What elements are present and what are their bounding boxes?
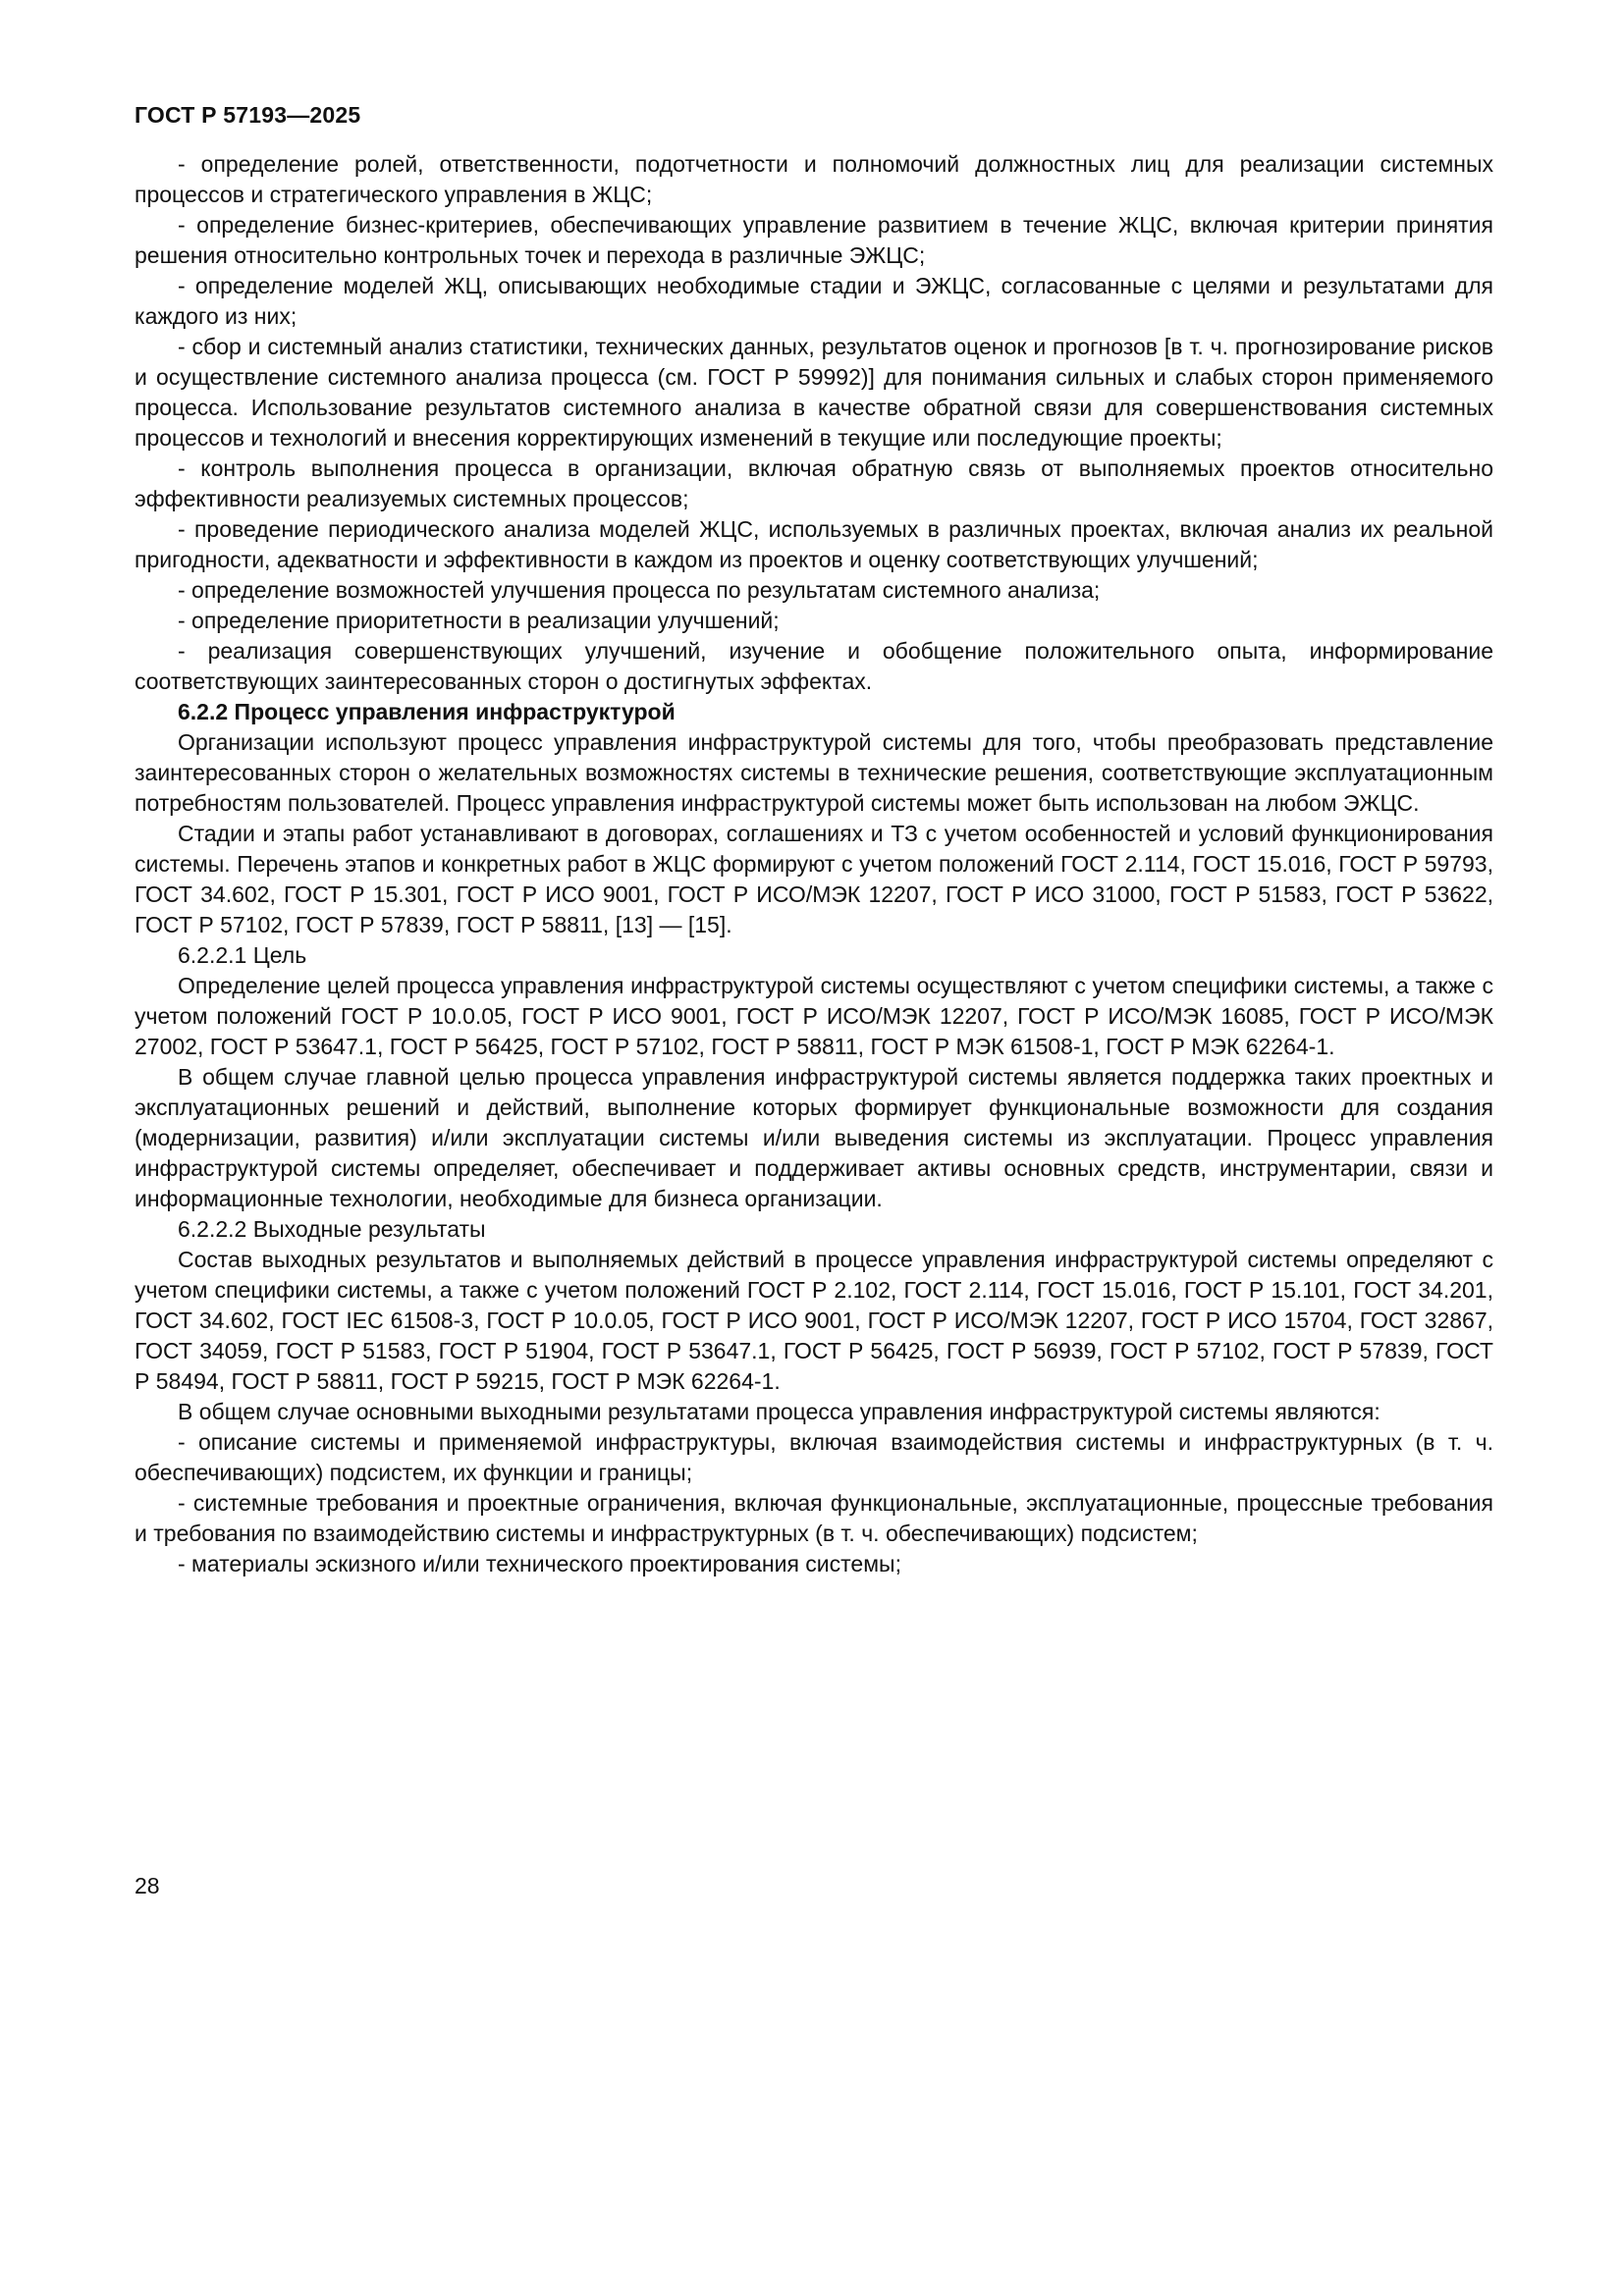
paragraph: - реализация совершенствующих улучшений, изучение и обобщение положительного опыта, информирование соответствующих заинтересованных сторон о достигнутых эффектах.: [135, 638, 1493, 694]
paragraph: В общем случае основными выходными результатами процесса управления инфраструктурой системы являются:: [178, 1399, 1380, 1424]
paragraph: В общем случае главной целью процесса управления инфраструктурой системы является поддержка таких проектных и эксплуатационных решений и действий, выполнение которых формирует функциональные возможности для создания (модернизации, развития) и/или эксплуатации системы и/или выведения системы из эксплуатации. Процесс управления инфраструктурой системы определяет, обеспечивает и поддерживает активы основных средств, инструментарии, связи и информационные технологии, необходимые для бизнеса организации.: [135, 1064, 1493, 1211]
paragraph: Состав выходных результатов и выполняемых действий в процессе управления инфраструктурой системы определяют с учетом специфики системы, а также с учетом положений ГОСТ Р 2.102, ГОСТ 2.114, ГОСТ 15.016, ГОСТ Р 15.101, ГОСТ 34.201, ГОСТ 34.602, ГОСТ IEC 61508-3, ГОСТ Р 10.0.05, ГОСТ Р ИСО 9001, ГОСТ Р ИСО/МЭК 12207, ГОСТ Р ИСО 15704, ГОСТ 32867, ГОСТ 34059, ГОСТ Р 51583, ГОСТ Р 51904, ГОСТ Р 53647.1, ГОСТ Р 56425, ГОСТ Р 56939, ГОСТ Р 57102, ГОСТ Р 57839, ГОСТ Р 58494, ГОСТ Р 58811, ГОСТ Р 59215, ГОСТ Р МЭК 62264-1.: [135, 1247, 1493, 1394]
document-number-header: ГОСТ Р 57193—2025: [135, 102, 361, 128]
paragraph: Стадии и этапы работ устанавливают в договорах, соглашениях и ТЗ с учетом особенностей и условий функционирования системы. Перечень этапов и конкретных работ в ЖЦС формируют с учетом положений ГОСТ 2.114, ГОСТ 15.016, ГОСТ Р 59793, ГОСТ 34.602, ГОСТ Р 15.301, ГОСТ Р ИСО 9001, ГОСТ Р ИСО/МЭК 12207, ГОСТ Р ИСО 31000, ГОСТ Р 51583, ГОСТ Р 53622, ГОСТ Р 57102, ГОСТ Р 57839, ГОСТ Р 58811, [13] — [15].: [135, 821, 1493, 937]
paragraph: - сбор и системный анализ статистики, технических данных, результатов оценок и прогнозов [в т. ч. прогнозирование рисков и осуществление системного анализа процесса (см. ГОСТ Р 59992)] для понимания сильных и слабых сторон применяемого процесса. Использование результатов системного анализа в качестве обратной связи для совершенствования системных процессов и технологий и внесения корректирующих изменений в текущие или последующие проекты;: [135, 334, 1493, 451]
section-heading: 6.2.2 Процесс управления инфраструктурой: [178, 699, 676, 724]
paragraph: - определение приоритетности в реализации улучшений;: [178, 608, 780, 633]
page-number: 28: [135, 1873, 160, 1898]
page-content: [135, 102, 1493, 1579]
subsection-heading: 6.2.2.2 Выходные результаты: [178, 1216, 486, 1242]
paragraph: - описание системы и применяемой инфраструктуры, включая взаимодействия системы и инфраструктурных (в т. ч. обеспечивающих) подсистем, их функции и границы;: [135, 1429, 1493, 1485]
paragraph: - материалы эскизного и/или технического проектирования системы;: [178, 1551, 901, 1576]
paragraph: Определение целей процесса управления инфраструктурой системы осуществляют с учетом специфики системы, а также с учетом положений ГОСТ Р 10.0.05, ГОСТ Р ИСО 9001, ГОСТ Р ИСО/МЭК 12207, ГОСТ Р ИСО/МЭК 16085, ГОСТ Р ИСО/МЭК 27002, ГОСТ Р 53647.1, ГОСТ Р 56425, ГОСТ Р 57102, ГОСТ Р 58811, ГОСТ Р МЭК 61508-1, ГОСТ Р МЭК 62264-1.: [135, 973, 1493, 1059]
paragraph: - определение бизнес-критериев, обеспечивающих управление развитием в течение ЖЦС, включая критерии принятия решения относительно контрольных точек и перехода в различные ЭЖЦС;: [135, 212, 1493, 268]
paragraph: - определение моделей ЖЦ, описывающих необходимые стадии и ЭЖЦС, согласованные с целями и результатами для каждого из них;: [135, 273, 1493, 329]
paragraph: - контроль выполнения процесса в организации, включая обратную связь от выполняемых проектов относительно эффективности реализуемых системных процессов;: [135, 455, 1493, 511]
paragraph: - определение ролей, ответственности, подотчетности и полномочий должностных лиц для реализации системных процессов и стратегического управления в ЖЦС;: [135, 151, 1493, 207]
paragraph: - проведение периодического анализа моделей ЖЦС, используемых в различных проектах, включая анализ их реальной пригодности, адекватности и эффективности в каждом из проектов и оценку соответствующих улучшений;: [135, 516, 1493, 572]
paragraph: Организации используют процесс управления инфраструктурой системы для того, чтобы преобразовать представление заинтересованных сторон о желательных возможностях системы в технические решения, соответствующие эксплуатационным потребностям пользователей. Процесс управления инфраструктурой системы может быть использован на любом ЭЖЦС.: [135, 729, 1493, 816]
subsection-heading: 6.2.2.1 Цель: [178, 942, 307, 968]
document-body: [135, 149, 1493, 1579]
paragraph: - определение возможностей улучшения процесса по результатам системного анализа;: [178, 577, 1101, 603]
paragraph: - системные требования и проектные ограничения, включая функциональные, эксплуатационные, процессные требования и требования по взаимодействию системы и инфраструктурных (в т. ч. обеспечивающих) подсистем;: [135, 1490, 1493, 1546]
